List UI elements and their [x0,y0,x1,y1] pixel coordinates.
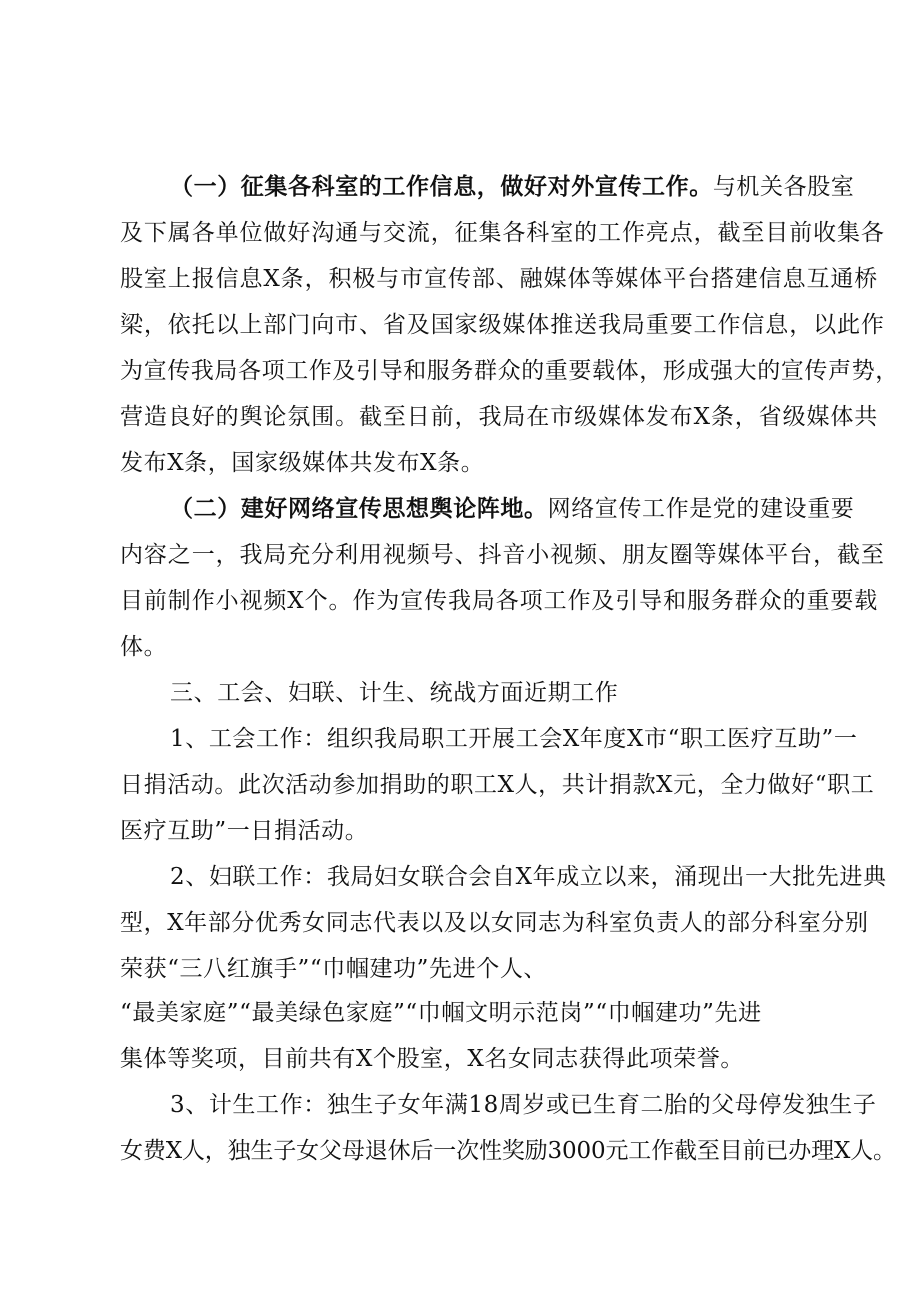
paragraph-line: 医疗互助”一日捐活动。 [120,818,369,844]
paragraph-line: 体。 [120,634,168,660]
paragraph-line: 3、计生工作：独生子女年满18周岁或已生育二胎的父母停发独生子 [170,1092,877,1118]
paragraph-line: 内容之一，我局充分利用视频号、抖音小视频、朋友圈等媒体平台，截至 [120,542,885,568]
paragraph-line: 2、妇联工作：我局妇女联合会自X年成立以来，涌现出一大批先进典 [170,864,887,890]
paragraph-line [170,494,854,524]
paragraph-line: 发布X条，国家级媒体共发布X条。 [120,450,485,476]
paragraph-line: 为宣传我局各项工作及引导和服务群众的重要载体，形成强大的宣传声势， [120,358,899,384]
paragraph-line: 营造良好的舆论氛围。截至日前，我局在市级媒体发布X条，省级媒体共 [120,404,879,430]
section-heading: （二）建好网络宣传思想舆论阵地。 [170,495,548,522]
section-heading: （一）征集各科室的工作信息，做好对外宣传工作。 [170,173,713,200]
paragraph-line: 荣获“三八红旗手”“巾帼建功”先进个人、 [120,956,548,982]
paragraph-line: 1、工会工作：组织我局职工开展工会X年度X市“职工医疗互助”一 [170,726,858,752]
paragraph-line: 日捐活动。此次活动参加捐助的职工X人，共计捐款X元，全力做好“职工 [120,772,875,798]
section-title: 三、工会、妇联、计生、统战方面近期工作 [170,680,619,706]
paragraph-text: 与机关各股室 [712,174,855,200]
paragraph-line: 梁，依托以上部门向市、省及国家级媒体推送我局重要工作信息，以此作 [120,312,885,338]
paragraph-line [170,172,854,202]
paragraph-line: 股室上报信息X条，积极与市宣传部、融媒体等媒体平台搭建信息互通桥 [120,266,879,292]
paragraph-text: 网络宣传工作是党的建设重要 [547,496,855,522]
paragraph-line: “最美家庭”“最美绿色家庭”“巾帼文明示范岗”“巾帼建功”先进 [120,1000,762,1026]
paragraph-line: 及下属各单位做好沟通与交流，征集各科室的工作亮点，截至目前收集各 [120,220,885,246]
paragraph-line: 女费X人，独生子女父母退休后一次性奖励3000元工作截至目前已办理X人。 [120,1138,896,1164]
paragraph-line: 目前制作小视频X个。作为宣传我局各项工作及引导和服务群众的重要载 [120,588,879,614]
paragraph-line: 型，X年部分优秀女同志代表以及以女同志为科室负责人的部分科室分别 [120,910,869,936]
paragraph-line: 集体等奖项，目前共有X个股室，X名女同志获得此项荣誉。 [120,1046,744,1072]
